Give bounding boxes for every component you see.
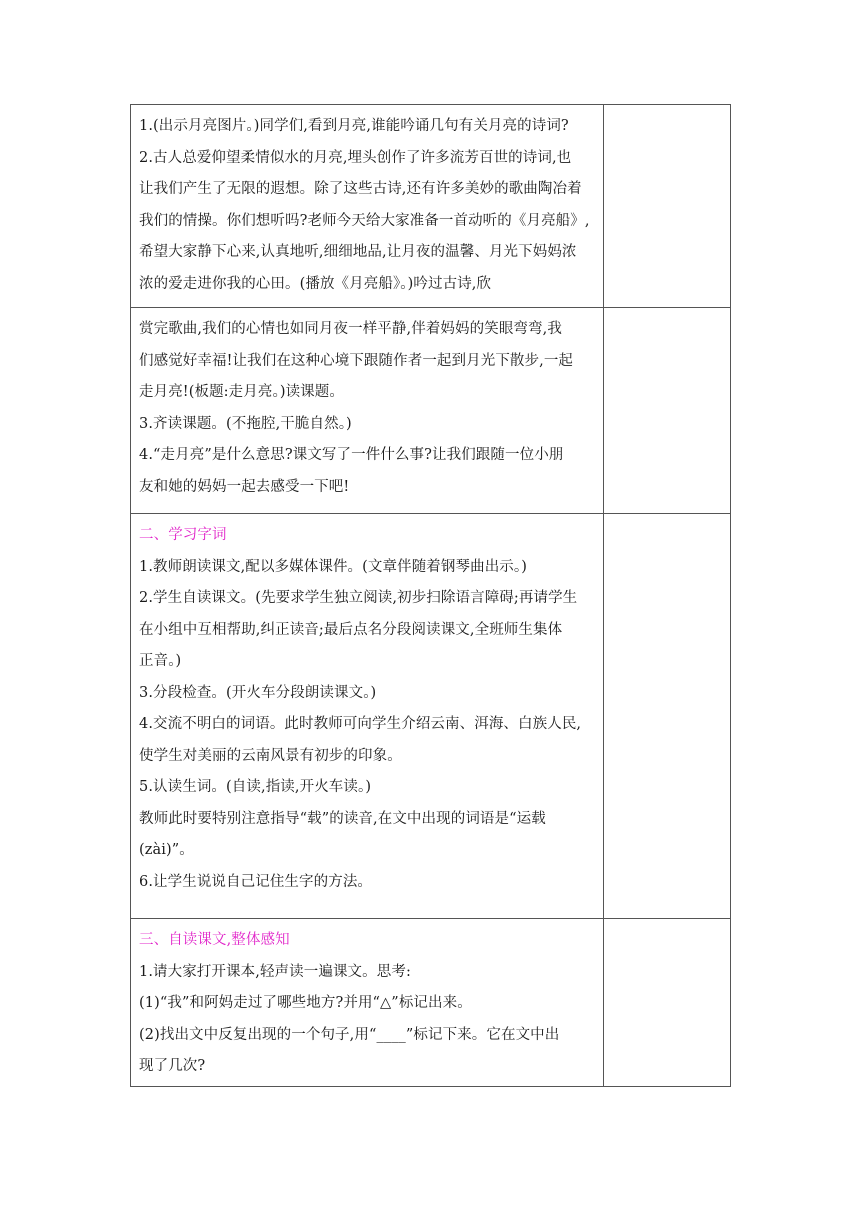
- notes-cell: [604, 105, 731, 308]
- text-line: 5.认读生词。(自读,指读,开火车读。): [139, 779, 372, 795]
- content-cell: [131, 308, 604, 514]
- table-row: [131, 514, 731, 919]
- table-row: [131, 105, 731, 308]
- text-line: 3.齐读课题。(不拖腔,干脆自然。): [139, 415, 352, 432]
- text-line: 友和她的妈妈一起去感受一下吧!: [139, 478, 350, 495]
- text-line: 希望大家静下心来,认真地听,细细地品,让月夜的温馨、月光下妈妈浓: [139, 244, 577, 260]
- text-line: 1.教师朗读课文,配以多媒体课件。(文章伴随着钢琴曲出示。): [139, 558, 528, 575]
- notes-cell: [604, 514, 731, 919]
- text-line: 让我们产生了无限的遐想。除了这些古诗,还有许多美妙的歌曲陶冶着: [139, 181, 582, 197]
- section-heading: 三、自读课文,整体感知: [139, 932, 290, 948]
- text-line: 2.古人总爱仰望柔情似水的月亮,埋头创作了许多流芳百世的诗词,也: [139, 149, 572, 166]
- content-cell: [131, 919, 604, 1087]
- section-heading: 二、学习字词: [139, 527, 227, 543]
- text-line: 们感觉好幸福!让我们在这种心境下跟随作者一起到月光下散步,一起: [139, 352, 574, 369]
- content-cell: [131, 514, 604, 919]
- text-line: 我们的情操。你们想听吗?老师今天给大家准备一首动听的《月亮船》,: [139, 212, 590, 229]
- text-line: 4.“走月亮”是什么意思?课文写了一件什么事?让我们跟随一位小朋: [139, 447, 564, 463]
- text-line: 正音。): [139, 653, 182, 669]
- table-row: [131, 308, 731, 514]
- text-line: 走月亮!(板题:走月亮。)读课题。: [139, 384, 344, 400]
- text-line: 现了几次?: [139, 1058, 206, 1074]
- text-line: 6.让学生说说自己记住生字的方法。: [139, 873, 373, 890]
- text-line: 4.交流不明白的词语。此时教师可向学生介绍云南、洱海、白族人民,: [139, 716, 582, 732]
- text-line: 浓的爱走进你我的心田。(播放《月亮船》。)吟过古诗,欣: [139, 275, 492, 292]
- text-line: 教师此时要特别注意指导“载”的读音,在文中出现的词语是“运载: [139, 810, 546, 827]
- text-line: 1.(出示月亮图片。)同学们,看到月亮,谁能吟诵几句有关月亮的诗词?: [139, 118, 569, 134]
- text-line: 3.分段检查。(开火车分段朗读课文。): [139, 684, 377, 701]
- text-line: 2.学生自读课文。(先要求学生独立阅读,初步扫除语言障碍;再请学生: [139, 590, 578, 606]
- text-line: 在小组中互相帮助,纠正读音;最后点名分段阅读课文,全班师生集体: [139, 621, 563, 638]
- text-line: 使学生对美丽的云南风景有初步的印象。: [139, 747, 402, 764]
- text-line: (zài)”。: [139, 842, 194, 858]
- table-row: [131, 919, 731, 1087]
- notes-cell: [604, 308, 731, 514]
- text-line: 1.请大家打开课本,轻声读一遍课文。思考:: [139, 963, 411, 980]
- lesson-plan-table: [130, 104, 731, 1087]
- content-cell: [131, 105, 604, 308]
- text-line: (2)找出文中反复出现的一个句子,用“____”标记下来。它在文中出: [139, 1026, 560, 1043]
- text-line: (1)“我”和阿妈走过了哪些地方?并用“△”标记出来。: [139, 995, 472, 1011]
- text-line: 赏完歌曲,我们的心情也如同月夜一样平静,伴着妈妈的笑眼弯弯,我: [139, 321, 562, 337]
- notes-cell: [604, 919, 731, 1087]
